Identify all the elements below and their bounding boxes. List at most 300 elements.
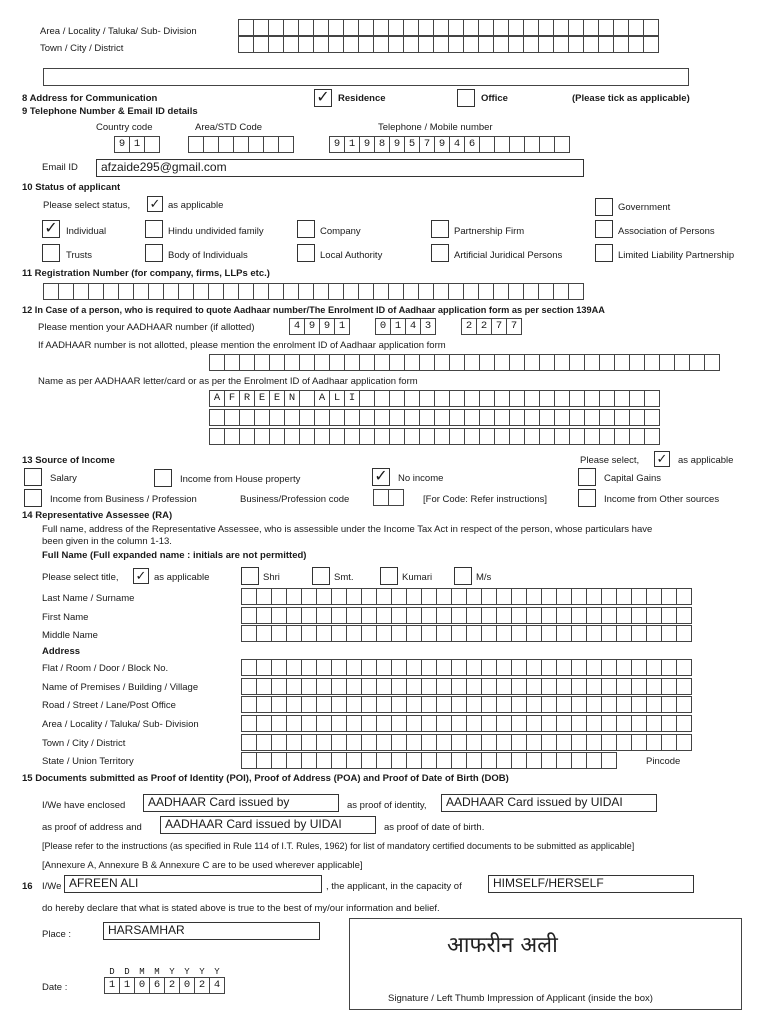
- char-cell[interactable]: [286, 607, 302, 624]
- char-cell[interactable]: [599, 390, 615, 407]
- char-cell[interactable]: [463, 19, 479, 36]
- ra-area-cells[interactable]: [241, 715, 692, 732]
- char-cell[interactable]: [343, 19, 359, 36]
- char-cell[interactable]: [541, 678, 557, 695]
- char-cell[interactable]: [436, 588, 452, 605]
- char-cell[interactable]: [286, 752, 302, 769]
- char-cell[interactable]: [478, 19, 494, 36]
- char-cell[interactable]: 1: [390, 318, 406, 335]
- char-cell[interactable]: [346, 696, 362, 713]
- char-cell[interactable]: [43, 283, 59, 300]
- char-cell[interactable]: [571, 678, 587, 695]
- ra-town-cells[interactable]: [241, 734, 692, 751]
- char-cell[interactable]: [526, 696, 542, 713]
- char-cell[interactable]: [404, 409, 420, 426]
- char-cell[interactable]: [314, 409, 330, 426]
- char-cell[interactable]: [539, 390, 555, 407]
- char-cell[interactable]: [556, 625, 572, 642]
- char-cell[interactable]: [299, 428, 315, 445]
- char-cell[interactable]: [358, 19, 374, 36]
- char-cell[interactable]: [436, 607, 452, 624]
- char-cell[interactable]: [271, 715, 287, 732]
- char-cell[interactable]: [571, 715, 587, 732]
- char-cell[interactable]: 1: [129, 136, 145, 153]
- char-cell[interactable]: [313, 283, 329, 300]
- char-cell[interactable]: [301, 696, 317, 713]
- char-cell[interactable]: [301, 752, 317, 769]
- char-cell[interactable]: [253, 36, 269, 53]
- char-cell[interactable]: L: [329, 390, 345, 407]
- char-cell[interactable]: 1: [119, 977, 135, 994]
- aadhaar-group-2[interactable]: [375, 318, 436, 335]
- char-cell[interactable]: [286, 734, 302, 751]
- char-cell[interactable]: [631, 607, 647, 624]
- char-cell[interactable]: [571, 625, 587, 642]
- char-cell[interactable]: [299, 390, 315, 407]
- char-cell[interactable]: [271, 625, 287, 642]
- char-cell[interactable]: A: [314, 390, 330, 407]
- char-cell[interactable]: [253, 19, 269, 36]
- char-cell[interactable]: [421, 752, 437, 769]
- char-cell[interactable]: [118, 283, 134, 300]
- char-cell[interactable]: [346, 752, 362, 769]
- char-cell[interactable]: [601, 715, 617, 732]
- char-cell[interactable]: [571, 752, 587, 769]
- char-cell[interactable]: [629, 390, 645, 407]
- char-cell[interactable]: [569, 428, 585, 445]
- char-cell[interactable]: [481, 588, 497, 605]
- char-cell[interactable]: [479, 354, 495, 371]
- char-cell[interactable]: [464, 354, 480, 371]
- char-cell[interactable]: [283, 283, 299, 300]
- char-cell[interactable]: [496, 752, 512, 769]
- char-cell[interactable]: [571, 696, 587, 713]
- char-cell[interactable]: [403, 19, 419, 36]
- char-cell[interactable]: [451, 715, 467, 732]
- char-cell[interactable]: [256, 607, 272, 624]
- char-cell[interactable]: [496, 678, 512, 695]
- char-cell[interactable]: [328, 36, 344, 53]
- char-cell[interactable]: [359, 354, 375, 371]
- char-cell[interactable]: [659, 354, 675, 371]
- char-cell[interactable]: [539, 409, 555, 426]
- char-cell[interactable]: [526, 678, 542, 695]
- char-cell[interactable]: [329, 354, 345, 371]
- char-cell[interactable]: [391, 659, 407, 676]
- char-cell[interactable]: [586, 625, 602, 642]
- char-cell[interactable]: [599, 409, 615, 426]
- char-cell[interactable]: [284, 428, 300, 445]
- char-cell[interactable]: [601, 625, 617, 642]
- char-cell[interactable]: [331, 607, 347, 624]
- char-cell[interactable]: [359, 390, 375, 407]
- registration-cells[interactable]: [43, 283, 584, 300]
- char-cell[interactable]: [376, 659, 392, 676]
- char-cell[interactable]: [238, 19, 254, 36]
- char-cell[interactable]: [373, 283, 389, 300]
- char-cell[interactable]: [374, 409, 390, 426]
- char-cell[interactable]: [614, 390, 630, 407]
- char-cell[interactable]: [509, 354, 525, 371]
- char-cell[interactable]: [241, 625, 257, 642]
- char-cell[interactable]: [449, 354, 465, 371]
- char-cell[interactable]: [511, 659, 527, 676]
- char-cell[interactable]: [389, 409, 405, 426]
- char-cell[interactable]: [376, 734, 392, 751]
- char-cell[interactable]: [373, 36, 389, 53]
- char-cell[interactable]: [389, 428, 405, 445]
- char-cell[interactable]: [541, 607, 557, 624]
- char-cell[interactable]: [481, 696, 497, 713]
- char-cell[interactable]: [188, 136, 204, 153]
- char-cell[interactable]: [391, 715, 407, 732]
- char-cell[interactable]: [436, 678, 452, 695]
- char-cell[interactable]: [241, 588, 257, 605]
- char-cell[interactable]: [571, 607, 587, 624]
- char-cell[interactable]: [209, 409, 225, 426]
- char-cell[interactable]: [388, 283, 404, 300]
- char-cell[interactable]: [269, 428, 285, 445]
- house-property-checkbox[interactable]: [154, 469, 172, 487]
- char-cell[interactable]: [391, 752, 407, 769]
- char-cell[interactable]: [556, 734, 572, 751]
- state-pincode-row[interactable]: [43, 68, 689, 86]
- char-cell[interactable]: [344, 428, 360, 445]
- char-cell[interactable]: 2: [461, 318, 477, 335]
- char-cell[interactable]: [464, 390, 480, 407]
- char-cell[interactable]: [599, 428, 615, 445]
- char-cell[interactable]: [419, 390, 435, 407]
- char-cell[interactable]: [511, 678, 527, 695]
- char-cell[interactable]: [434, 390, 450, 407]
- char-cell[interactable]: [496, 734, 512, 751]
- email-field[interactable]: afzaide295@gmail.com: [96, 159, 584, 177]
- char-cell[interactable]: 4: [405, 318, 421, 335]
- char-cell[interactable]: [643, 19, 659, 36]
- date-cells[interactable]: [104, 977, 225, 994]
- char-cell[interactable]: [481, 625, 497, 642]
- char-cell[interactable]: [541, 734, 557, 751]
- char-cell[interactable]: [343, 283, 359, 300]
- first-name-cells[interactable]: [241, 607, 692, 624]
- char-cell[interactable]: [584, 390, 600, 407]
- char-cell[interactable]: [256, 659, 272, 676]
- char-cell[interactable]: [286, 678, 302, 695]
- char-cell[interactable]: [616, 659, 632, 676]
- char-cell[interactable]: [421, 607, 437, 624]
- char-cell[interactable]: [539, 136, 555, 153]
- middle-name-cells[interactable]: [241, 625, 692, 642]
- char-cell[interactable]: [208, 283, 224, 300]
- residence-checkbox[interactable]: ✓: [314, 89, 332, 107]
- char-cell[interactable]: [616, 734, 632, 751]
- char-cell[interactable]: [376, 607, 392, 624]
- char-cell[interactable]: [88, 283, 104, 300]
- char-cell[interactable]: [463, 283, 479, 300]
- char-cell[interactable]: [404, 354, 420, 371]
- char-cell[interactable]: [629, 354, 645, 371]
- char-cell[interactable]: [463, 36, 479, 53]
- char-cell[interactable]: [569, 409, 585, 426]
- char-cell[interactable]: [509, 428, 525, 445]
- char-cell[interactable]: [256, 588, 272, 605]
- char-cell[interactable]: 9: [329, 136, 345, 153]
- char-cell[interactable]: [601, 752, 617, 769]
- char-cell[interactable]: [584, 354, 600, 371]
- char-cell[interactable]: [646, 715, 662, 732]
- char-cell[interactable]: [584, 409, 600, 426]
- char-cell[interactable]: [676, 734, 692, 751]
- char-cell[interactable]: [331, 752, 347, 769]
- char-cell[interactable]: [316, 715, 332, 732]
- char-cell[interactable]: [406, 607, 422, 624]
- char-cell[interactable]: [376, 752, 392, 769]
- country-code-cells[interactable]: [114, 136, 160, 153]
- char-cell[interactable]: [496, 715, 512, 732]
- char-cell[interactable]: [436, 625, 452, 642]
- char-cell[interactable]: [524, 390, 540, 407]
- poi-document-field[interactable]: AADHAAR Card issued by: [143, 794, 339, 812]
- char-cell[interactable]: [466, 659, 482, 676]
- char-cell[interactable]: [328, 283, 344, 300]
- char-cell[interactable]: [361, 625, 377, 642]
- char-cell[interactable]: [238, 36, 254, 53]
- char-cell[interactable]: [553, 283, 569, 300]
- char-cell[interactable]: [419, 354, 435, 371]
- char-cell[interactable]: [388, 19, 404, 36]
- declarant-name-field[interactable]: AFREEN ALI: [64, 875, 322, 893]
- char-cell[interactable]: [313, 36, 329, 53]
- char-cell[interactable]: [479, 136, 495, 153]
- char-cell[interactable]: [466, 607, 482, 624]
- capital-gains-checkbox[interactable]: [578, 468, 596, 486]
- char-cell[interactable]: [496, 696, 512, 713]
- char-cell[interactable]: 2: [194, 977, 210, 994]
- char-cell[interactable]: [571, 734, 587, 751]
- char-cell[interactable]: [218, 136, 234, 153]
- char-cell[interactable]: F: [224, 390, 240, 407]
- char-cell[interactable]: [301, 715, 317, 732]
- char-cell[interactable]: [209, 428, 225, 445]
- char-cell[interactable]: [271, 588, 287, 605]
- char-cell[interactable]: [248, 136, 264, 153]
- char-cell[interactable]: [301, 678, 317, 695]
- char-cell[interactable]: [316, 678, 332, 695]
- char-cell[interactable]: [646, 659, 662, 676]
- char-cell[interactable]: [628, 36, 644, 53]
- char-cell[interactable]: [661, 659, 677, 676]
- char-cell[interactable]: [256, 734, 272, 751]
- char-cell[interactable]: [556, 696, 572, 713]
- char-cell[interactable]: [286, 715, 302, 732]
- char-cell[interactable]: [223, 283, 239, 300]
- char-cell[interactable]: [144, 136, 160, 153]
- char-cell[interactable]: [391, 678, 407, 695]
- char-cell[interactable]: [494, 390, 510, 407]
- char-cell[interactable]: [676, 659, 692, 676]
- char-cell[interactable]: [316, 696, 332, 713]
- char-cell[interactable]: [556, 715, 572, 732]
- char-cell[interactable]: [283, 19, 299, 36]
- char-cell[interactable]: [601, 659, 617, 676]
- char-cell[interactable]: [646, 607, 662, 624]
- char-cell[interactable]: [526, 752, 542, 769]
- char-cell[interactable]: [298, 36, 314, 53]
- char-cell[interactable]: [599, 354, 615, 371]
- char-cell[interactable]: [676, 607, 692, 624]
- char-cell[interactable]: [361, 588, 377, 605]
- char-cell[interactable]: [314, 428, 330, 445]
- char-cell[interactable]: [373, 489, 389, 506]
- char-cell[interactable]: [493, 36, 509, 53]
- char-cell[interactable]: [328, 19, 344, 36]
- char-cell[interactable]: [616, 696, 632, 713]
- char-cell[interactable]: [403, 283, 419, 300]
- char-cell[interactable]: [148, 283, 164, 300]
- char-cell[interactable]: [571, 588, 587, 605]
- char-cell[interactable]: [361, 607, 377, 624]
- char-cell[interactable]: [268, 19, 284, 36]
- char-cell[interactable]: [494, 409, 510, 426]
- char-cell[interactable]: [299, 354, 315, 371]
- char-cell[interactable]: [254, 428, 270, 445]
- char-cell[interactable]: [301, 607, 317, 624]
- char-cell[interactable]: [616, 588, 632, 605]
- char-cell[interactable]: [496, 588, 512, 605]
- char-cell[interactable]: [569, 354, 585, 371]
- char-cell[interactable]: 1: [344, 136, 360, 153]
- char-cell[interactable]: [676, 678, 692, 695]
- char-cell[interactable]: [329, 409, 345, 426]
- aop-checkbox[interactable]: [595, 220, 613, 238]
- char-cell[interactable]: [481, 715, 497, 732]
- char-cell[interactable]: [538, 19, 554, 36]
- char-cell[interactable]: [481, 752, 497, 769]
- char-cell[interactable]: [479, 428, 495, 445]
- char-cell[interactable]: [464, 428, 480, 445]
- char-cell[interactable]: [676, 625, 692, 642]
- char-cell[interactable]: [631, 734, 647, 751]
- char-cell[interactable]: [616, 625, 632, 642]
- char-cell[interactable]: 9: [304, 318, 320, 335]
- char-cell[interactable]: [299, 409, 315, 426]
- char-cell[interactable]: [466, 588, 482, 605]
- char-cell[interactable]: E: [269, 390, 285, 407]
- char-cell[interactable]: [284, 409, 300, 426]
- char-cell[interactable]: [539, 428, 555, 445]
- char-cell[interactable]: 7: [491, 318, 507, 335]
- char-cell[interactable]: N: [284, 390, 300, 407]
- char-cell[interactable]: [418, 283, 434, 300]
- other-sources-checkbox[interactable]: [578, 489, 596, 507]
- char-cell[interactable]: [644, 354, 660, 371]
- char-cell[interactable]: [616, 715, 632, 732]
- char-cell[interactable]: [449, 409, 465, 426]
- char-cell[interactable]: [646, 734, 662, 751]
- char-cell[interactable]: [613, 36, 629, 53]
- char-cell[interactable]: [556, 678, 572, 695]
- char-cell[interactable]: [586, 607, 602, 624]
- char-cell[interactable]: [286, 588, 302, 605]
- char-cell[interactable]: [331, 625, 347, 642]
- government-checkbox[interactable]: [595, 198, 613, 216]
- char-cell[interactable]: [526, 734, 542, 751]
- char-cell[interactable]: [271, 734, 287, 751]
- char-cell[interactable]: [554, 390, 570, 407]
- char-cell[interactable]: [361, 678, 377, 695]
- char-cell[interactable]: [451, 734, 467, 751]
- premises-cells[interactable]: [241, 678, 692, 695]
- char-cell[interactable]: [661, 734, 677, 751]
- char-cell[interactable]: [241, 734, 257, 751]
- char-cell[interactable]: [661, 588, 677, 605]
- char-cell[interactable]: [421, 734, 437, 751]
- last-name-cells[interactable]: [241, 588, 692, 605]
- char-cell[interactable]: [481, 659, 497, 676]
- char-cell[interactable]: [346, 607, 362, 624]
- business-code-cells[interactable]: [373, 489, 404, 506]
- char-cell[interactable]: [241, 678, 257, 695]
- char-cell[interactable]: [298, 19, 314, 36]
- char-cell[interactable]: [451, 659, 467, 676]
- char-cell[interactable]: [331, 588, 347, 605]
- char-cell[interactable]: [631, 659, 647, 676]
- char-cell[interactable]: [508, 283, 524, 300]
- char-cell[interactable]: 2: [164, 977, 180, 994]
- char-cell[interactable]: [646, 625, 662, 642]
- char-cell[interactable]: 4: [209, 977, 225, 994]
- char-cell[interactable]: [631, 588, 647, 605]
- char-cell[interactable]: [346, 715, 362, 732]
- char-cell[interactable]: [239, 354, 255, 371]
- char-cell[interactable]: [314, 354, 330, 371]
- char-cell[interactable]: [316, 734, 332, 751]
- char-cell[interactable]: [301, 659, 317, 676]
- char-cell[interactable]: [361, 696, 377, 713]
- char-cell[interactable]: [629, 409, 645, 426]
- char-cell[interactable]: [508, 19, 524, 36]
- char-cell[interactable]: [643, 36, 659, 53]
- char-cell[interactable]: [224, 428, 240, 445]
- char-cell[interactable]: [436, 659, 452, 676]
- char-cell[interactable]: [421, 678, 437, 695]
- char-cell[interactable]: [256, 678, 272, 695]
- char-cell[interactable]: [554, 428, 570, 445]
- char-cell[interactable]: [331, 696, 347, 713]
- char-cell[interactable]: [421, 659, 437, 676]
- char-cell[interactable]: 8: [374, 136, 390, 153]
- char-cell[interactable]: [601, 696, 617, 713]
- aadhaar-group-3[interactable]: [461, 318, 522, 335]
- state-cells[interactable]: [241, 752, 617, 769]
- char-cell[interactable]: 2: [476, 318, 492, 335]
- char-cell[interactable]: 0: [179, 977, 195, 994]
- char-cell[interactable]: [541, 696, 557, 713]
- char-cell[interactable]: [478, 283, 494, 300]
- char-cell[interactable]: [554, 354, 570, 371]
- char-cell[interactable]: [344, 354, 360, 371]
- char-cell[interactable]: [331, 678, 347, 695]
- char-cell[interactable]: [598, 36, 614, 53]
- char-cell[interactable]: [421, 715, 437, 732]
- no-income-checkbox[interactable]: ✓: [372, 468, 390, 486]
- char-cell[interactable]: [271, 752, 287, 769]
- char-cell[interactable]: [466, 625, 482, 642]
- char-cell[interactable]: [241, 752, 257, 769]
- char-cell[interactable]: [586, 715, 602, 732]
- char-cell[interactable]: [526, 607, 542, 624]
- char-cell[interactable]: [239, 428, 255, 445]
